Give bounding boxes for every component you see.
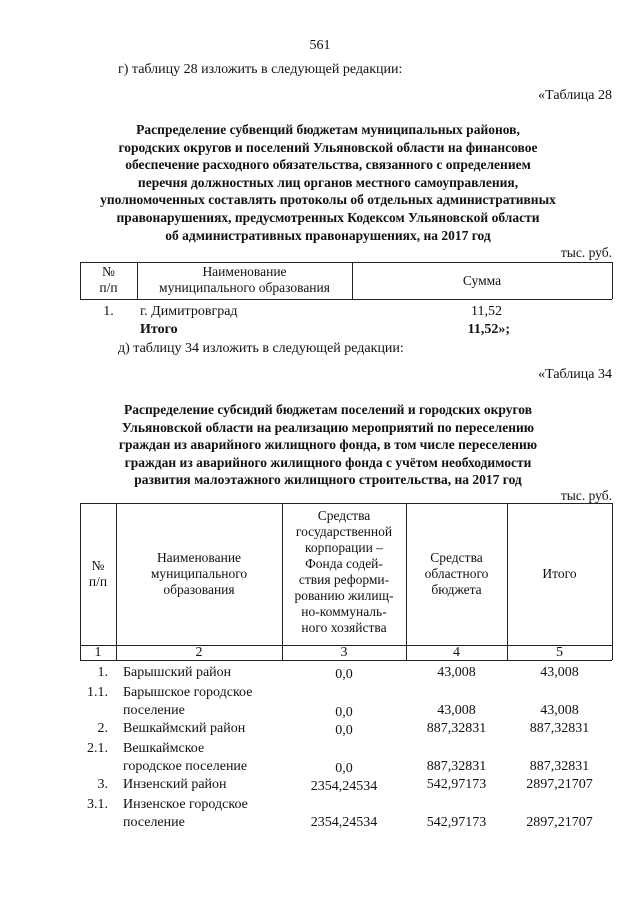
title-line: об административных правонарушениях, на 2017 год bbox=[165, 227, 491, 243]
title-line: обеспечение расходного обязательства, связанного с определением bbox=[125, 157, 531, 173]
header-regional: Средства областного бюджета bbox=[424, 550, 489, 597]
table34-label: «Таблица 34 bbox=[538, 367, 612, 382]
title-line: развития малоэтажного жилищного строительства, на 2017 год bbox=[134, 472, 522, 488]
title-line: граждан из аварийного жилищного фонда, в том числе переселению bbox=[118, 437, 538, 453]
table28-title bbox=[100, 121, 556, 244]
table-border bbox=[80, 503, 612, 504]
header-name: Наименование муниципального образования bbox=[159, 264, 330, 295]
header-name: Наименование муниципального образования bbox=[150, 550, 248, 597]
title-line: Распределение субвенций бюджетам муниципальных районов, bbox=[136, 122, 520, 137]
table-border bbox=[612, 262, 613, 299]
title-line: перечня должностных лиц органов местного самоуправления, bbox=[137, 174, 519, 190]
intro-paragraph-g: г) таблицу 28 изложить в следующей редакции: bbox=[118, 62, 403, 77]
header-sum: Сумма bbox=[462, 273, 502, 288]
header-fund: Средства государственной корпорации – Фонда содей- ствия реформи- рованию жилищ- но-коммуналь- ного хозяйства bbox=[294, 508, 394, 635]
header-total: Итого bbox=[542, 566, 577, 581]
col-number: 4 bbox=[453, 645, 460, 660]
title-line: Распределение субсидий бюджетам поселений и городских округов bbox=[123, 402, 533, 417]
table28-label: «Таблица 28 bbox=[538, 88, 612, 103]
title-line: граждан из аварийного жилищного фонда с учётом необходимости bbox=[124, 454, 532, 470]
table-border bbox=[612, 503, 613, 660]
title-line: городских округов и поселений Ульяновской области на финансовое bbox=[118, 139, 538, 155]
col-number: 3 bbox=[340, 645, 348, 660]
col-number: 2 bbox=[195, 645, 203, 660]
header-num: № п/п bbox=[88, 558, 108, 589]
title-line: правонарушениях, предусмотренных Кодексом Ульяновской области bbox=[116, 209, 540, 225]
table-border bbox=[80, 299, 612, 300]
col-number: 1 bbox=[94, 645, 102, 660]
table28-units: тыс. руб. bbox=[560, 245, 612, 260]
intro-paragraph-d: д) таблицу 34 изложить в следующей редакции: bbox=[118, 341, 404, 356]
table34-title bbox=[100, 401, 556, 489]
col-number: 5 bbox=[556, 645, 563, 660]
header-num: № п/п bbox=[99, 264, 118, 295]
title-line: уполномоченных составлять протоколы об отдельных административных bbox=[100, 192, 556, 208]
table34-units: тыс. руб. bbox=[560, 488, 612, 503]
table-border bbox=[80, 262, 612, 263]
title-line: Ульяновской области на реализацию мероприятий по переселению bbox=[121, 419, 535, 435]
page-number: 561 bbox=[309, 38, 331, 53]
